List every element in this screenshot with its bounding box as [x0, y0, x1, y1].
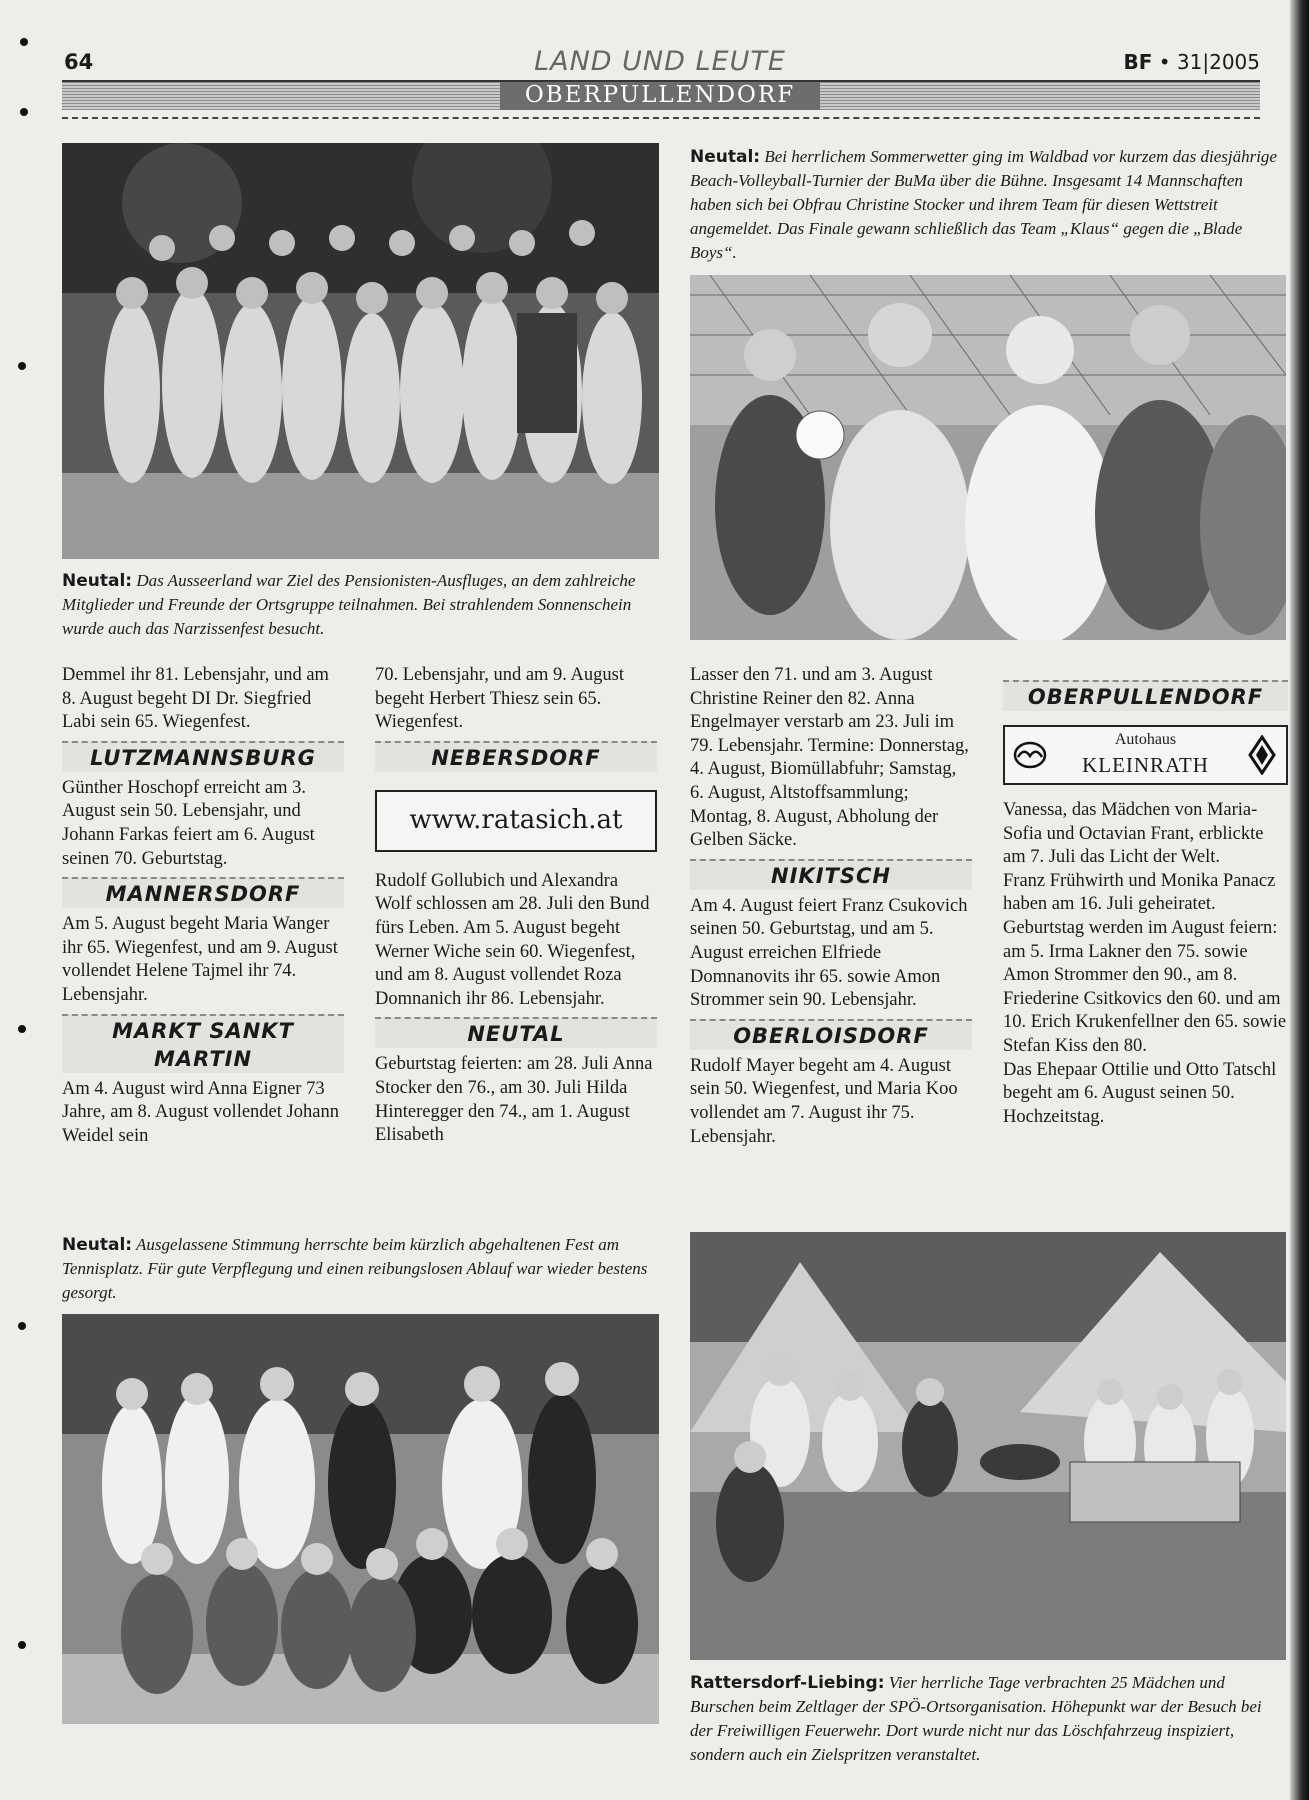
article-text: Das Ehepaar Ottilie und Otto Tatschl begeht am 6. August seinen 50. Hochzeitstag.: [1003, 1059, 1277, 1127]
photo-pensioners-group: [62, 143, 659, 559]
scan-edge-shadow: [1290, 0, 1309, 1800]
article-text: Geburtstag werden im August feiern: am 5. Irma Lakner den 75. sowie Amon Strommer den 90., am 8. Friederine Csitkovics den 60. und am 10. Erich Krukenfellner den 65. sowie Stefan Kiss den 80.: [1003, 917, 1287, 1056]
ad-line-kleinrath: KLEINRATH: [1082, 753, 1209, 777]
article-text: Am 4. August feiert Franz Csukovich seinen 50. Geburtstag, und am 5. August erreichen Elfriede Domnanovits ihr 65. sowie Amon Strommer sein 90. Lebensjahr.: [690, 895, 968, 1011]
photo-tennis-fest-group: [62, 1314, 659, 1724]
caption-pensioners: [62, 569, 662, 641]
publication-name: BF: [1123, 50, 1153, 74]
ad-autohaus-kleinrath[interactable]: [1003, 725, 1288, 785]
scan-mark: [18, 1641, 26, 1649]
column-2: [375, 664, 657, 1148]
header-divider: [62, 117, 1260, 119]
scan-mark: [18, 362, 26, 370]
caption-place: Neutal:: [62, 1235, 133, 1255]
article-text: Demmel ihr 81. Lebensjahr, und am 8. August begeht DI Dr. Siegfried Labi sein 65. Wiegenfest.: [62, 665, 329, 733]
caption-place: Rattersdorf-Liebing:: [690, 1673, 885, 1693]
photo-tent-camp: [690, 1232, 1286, 1660]
article-text: Lasser den 71. und am 3. August Christine Reiner den 82. Anna Engelmayer verstarb am 23. Juli im 79. Lebensjahr. Termine: Donnerstag, 4. August, Biomüllabfuhr; Samstag, 6. August, Altstoffsammlung; Montag, 8. August, Abholung der Gelben Säcke.: [690, 665, 969, 851]
caption-tent-camp: [690, 1671, 1288, 1767]
column-4: [1003, 674, 1288, 1129]
article-text: Geburtstag feierten: am 28. Juli Anna Stocker den 76., am 30. Juli Hilda Hinteregger den 74., am 1. August Elisabeth: [375, 1054, 653, 1146]
ad-ratasich-link[interactable]: www.ratasich.at: [375, 790, 657, 852]
column-1: [62, 664, 344, 1148]
article-text: Vanessa, das Mädchen von Maria-Sofia und Octavian Frant, erblickte am 7. Juli das Licht der Welt.: [1003, 800, 1264, 868]
column-3: [690, 664, 972, 1149]
heading-nikitsch: NIKITSCH: [690, 859, 972, 890]
heading-neutal: NEUTAL: [375, 1017, 657, 1048]
caption-place: Neutal:: [62, 571, 133, 591]
photo-beach-volleyball: [690, 275, 1286, 640]
caption-text: Das Ausseerland war Ziel des Pensionisten-Ausfluges, an dem zahlreiche Mitglieder und Freunde der Ortsgruppe teilnahmen. Bei strahlendem Sonnenschein wurde auch das Narzissenfest besucht.: [62, 571, 636, 638]
scan-mark: [18, 1322, 26, 1330]
caption-tennis-fest: [62, 1233, 662, 1305]
caption-text: Ausgelassene Stimmung herrschte beim kürzlich abgehaltenen Fest am Tennisplatz. Für gute Verpflegung und einen reibungslosen Ablauf war wieder bestens gesorgt.: [62, 1235, 648, 1302]
heading-markt-sankt-martin: MARKT SANKT MARTIN: [62, 1014, 344, 1073]
article-text: 70. Lebensjahr, und am 9. August begeht Herbert Thiesz sein 65. Wiegenfest.: [375, 665, 624, 733]
article-text: Rudolf Gollubich und Alexandra Wolf schlossen am 28. Juli den Bund fürs Leben. Am 5. August begeht Werner Wiche sein 60. Wiegenfest, und am 8. August vollendet Roza Domnanich ihr 86. Lebensjahr.: [375, 870, 650, 1009]
caption-text: Bei herrlichem Sommerwetter ging im Waldbad vor kurzem das diesjährige Beach-Volleyball-Turnier der BuMa über die Bühne. Insgesamt 14 Mannschaften haben sich bei Obfrau Christine Stocker und ihrem Team für diesen Wettstreit angemeldet. Das Finale gewann schließlich das Team „Klaus“ gegen die „Blade Boys“.: [690, 147, 1277, 262]
issue-number: 31|2005: [1176, 50, 1260, 74]
section-title: LAND UND LEUTE: [534, 46, 786, 77]
heading-mannersdorf: MANNERSDORF: [62, 877, 344, 908]
scan-mark: [18, 1025, 26, 1033]
article-text: Rudolf Mayer begeht am 4. August sein 50. Wiegenfest, und Maria Koo vollendet am 7. August ihr 75. Lebensjahr.: [690, 1055, 958, 1147]
renault-logo-icon: [1248, 735, 1276, 775]
caption-beach-volleyball: [690, 145, 1288, 265]
publication-info: [1123, 50, 1260, 74]
article-text: Günther Hoschopf erreicht am 3. August sein 50. Lebensjahr, und Johann Farkas feiert am 6. August seinen 70. Geburtstag.: [62, 777, 315, 869]
separator-dot: •: [1158, 50, 1171, 74]
caption-place: Neutal:: [690, 147, 761, 167]
article-text: Am 5. August begeht Maria Wanger ihr 65. Wiegenfest, und am 9. August vollendet Helene Tajmel ihr 74. Lebensjahr.: [62, 914, 338, 1005]
scan-mark: [20, 38, 28, 46]
page-number: 64: [64, 50, 94, 74]
article-text: Franz Frühwirth und Monika Panacz haben am 16. Juli geheiratet.: [1003, 870, 1276, 915]
caption-text: Vier herrliche Tage verbrachten 25 Mädchen und Burschen beim Zeltlager der SPÖ-Ortsorganisation. Höhepunkt war der Besuch bei der Freiwilligen Feuerwehr. Dort wurde nicht nur das Löschfahrzeug inspiziert, sondern auch ein Zielspritzen veranstaltet.: [690, 1673, 1262, 1764]
heading-lutzmannsburg: LUTZMANNSBURG: [62, 741, 344, 772]
scan-mark: [20, 108, 28, 116]
heading-nebersdorf: NEBERSDORF: [375, 741, 657, 772]
article-text: Am 4. August wird Anna Eigner 73 Jahre, am 8. August vollendet Johann Weidel sein: [62, 1078, 339, 1146]
heading-oberloisdorf: OBERLOISDORF: [690, 1019, 972, 1050]
region-label: OBERPULLENDORF: [500, 82, 820, 110]
heading-oberpullendorf: OBERPULLENDORF: [1003, 680, 1288, 711]
ad-line-autohaus: Autohaus: [1114, 731, 1177, 748]
